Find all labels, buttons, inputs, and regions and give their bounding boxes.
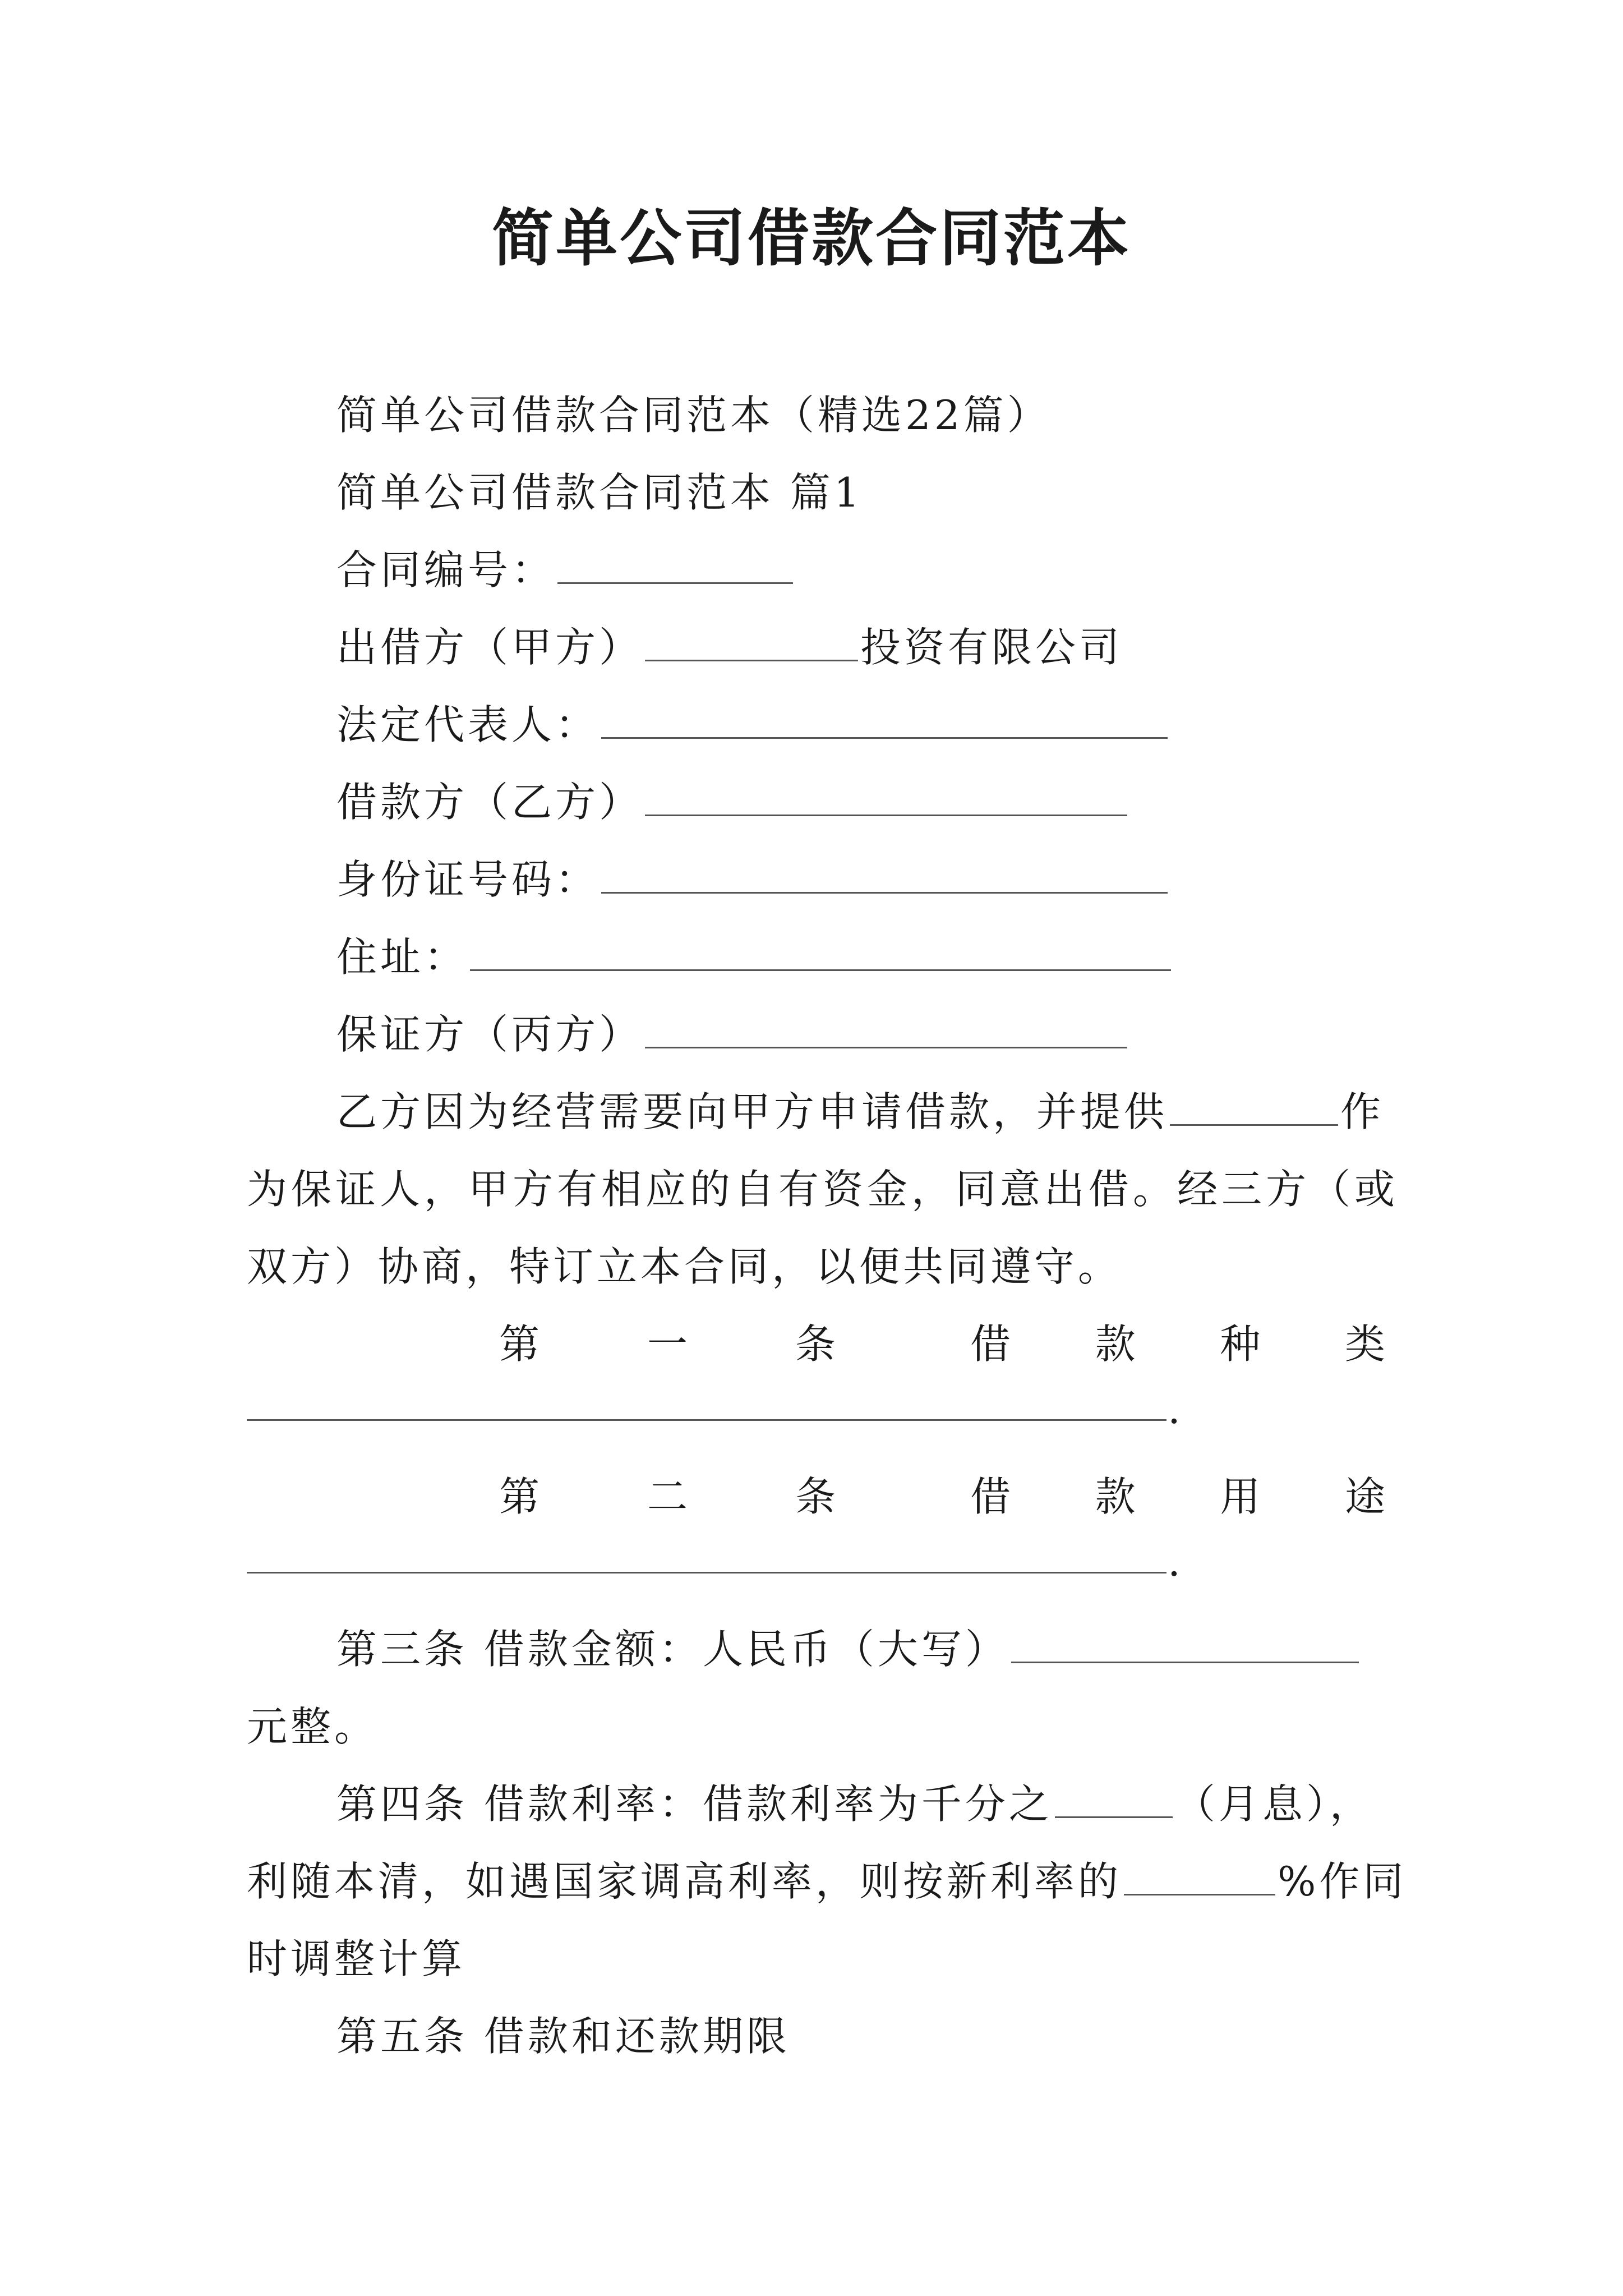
article-4-text-a: 第四条 借款利率：借款利率为千分之 bbox=[336, 1780, 1053, 1828]
contract-number-label: 合同编号： bbox=[336, 546, 556, 593]
article-2-number bbox=[499, 1469, 836, 1525]
article-3-line-2: 元整。 bbox=[247, 1703, 379, 1750]
address-row bbox=[336, 929, 1173, 985]
document-subtitle: 简单公司借款合同范本（精选22篇） bbox=[336, 392, 1051, 439]
contract-number-blank bbox=[557, 543, 793, 584]
article-1-char: 第 bbox=[499, 1320, 540, 1368]
article-1-char: 款 bbox=[1095, 1320, 1136, 1368]
article-2-char: 途 bbox=[1344, 1473, 1385, 1520]
section-heading: 简单公司借款合同范本 篇1 bbox=[336, 469, 863, 516]
article-2-char: 条 bbox=[795, 1473, 836, 1520]
article-1-char: 类 bbox=[1344, 1320, 1385, 1368]
guarantor-blank bbox=[645, 1007, 1127, 1048]
article-1-heading bbox=[970, 1316, 1385, 1372]
article-2-period: . bbox=[1168, 1538, 1181, 1585]
article-2-heading bbox=[970, 1469, 1385, 1525]
article-1-char: 一 bbox=[647, 1320, 688, 1368]
intro-line-1 bbox=[336, 1084, 1384, 1140]
borrower-blank bbox=[645, 775, 1127, 816]
intro-text-1a: 乙方因为经营需要向甲方申请借款，并提供 bbox=[336, 1088, 1168, 1135]
article-1-char: 条 bbox=[795, 1320, 836, 1368]
article-5-heading: 第五条 借款和还款期限 bbox=[336, 2013, 790, 2060]
article-2-char: 用 bbox=[1220, 1473, 1261, 1520]
address-label: 住址： bbox=[336, 933, 468, 981]
article-2-char: 第 bbox=[499, 1473, 540, 1520]
article-1-blank bbox=[247, 1419, 1166, 1421]
article-2-char: 二 bbox=[647, 1473, 688, 1520]
article-3-line-1 bbox=[336, 1621, 1361, 1677]
lender-row bbox=[336, 619, 1123, 675]
address-blank bbox=[470, 930, 1171, 971]
loan-amount-blank bbox=[1011, 1622, 1359, 1663]
article-2-char: 款 bbox=[1095, 1473, 1136, 1520]
article-4-text-c: 利随本清，如遇国家调高利率，则按新利率的 bbox=[247, 1858, 1122, 1905]
id-number-row bbox=[336, 852, 1170, 908]
lender-blank bbox=[645, 620, 858, 661]
borrower-label: 借款方（乙方） bbox=[336, 779, 643, 826]
article-4-line-1 bbox=[336, 1776, 1373, 1832]
legal-representative-blank bbox=[601, 698, 1168, 739]
id-number-label: 身份证号码： bbox=[336, 856, 600, 903]
lender-label: 出借方（甲方） bbox=[336, 624, 643, 671]
borrower-row bbox=[336, 774, 1129, 830]
interest-rate-blank bbox=[1055, 1777, 1173, 1818]
legal-representative-row bbox=[336, 697, 1170, 753]
article-4-text-b: （月息）， bbox=[1174, 1780, 1373, 1828]
document-title: 简单公司借款合同范本 bbox=[492, 202, 1131, 274]
article-4-line-3: 时调整计算 bbox=[247, 1935, 466, 1982]
article-1-period: . bbox=[1168, 1386, 1181, 1433]
article-2-char: 借 bbox=[970, 1473, 1011, 1520]
article-1-number bbox=[499, 1316, 836, 1372]
article-4-line-2 bbox=[247, 1853, 1407, 1910]
id-number-blank bbox=[601, 853, 1168, 894]
adjustment-percent-blank bbox=[1124, 1855, 1275, 1895]
legal-representative-label: 法定代表人： bbox=[336, 701, 600, 748]
guarantor-row bbox=[336, 1006, 1129, 1062]
intro-text-1b: 作 bbox=[1340, 1088, 1385, 1135]
article-1-char: 借 bbox=[970, 1320, 1011, 1368]
contract-number-row bbox=[336, 542, 795, 598]
guarantor-name-blank bbox=[1170, 1085, 1338, 1126]
article-1-char: 种 bbox=[1220, 1320, 1261, 1368]
lender-suffix: 投资有限公司 bbox=[860, 624, 1123, 671]
article-4-text-d: %作同 bbox=[1278, 1858, 1407, 1905]
article-3-text: 第三条 借款金额：人民币（大写） bbox=[336, 1626, 1009, 1673]
intro-line-2: 为保证人，甲方有相应的自有资金，同意出借。经三方（或 bbox=[247, 1166, 1399, 1213]
article-2-blank bbox=[247, 1572, 1166, 1573]
intro-line-3: 双方）协商，特订立本合同，以便共同遵守。 bbox=[247, 1243, 1122, 1290]
guarantor-label: 保证方（丙方） bbox=[336, 1011, 643, 1058]
